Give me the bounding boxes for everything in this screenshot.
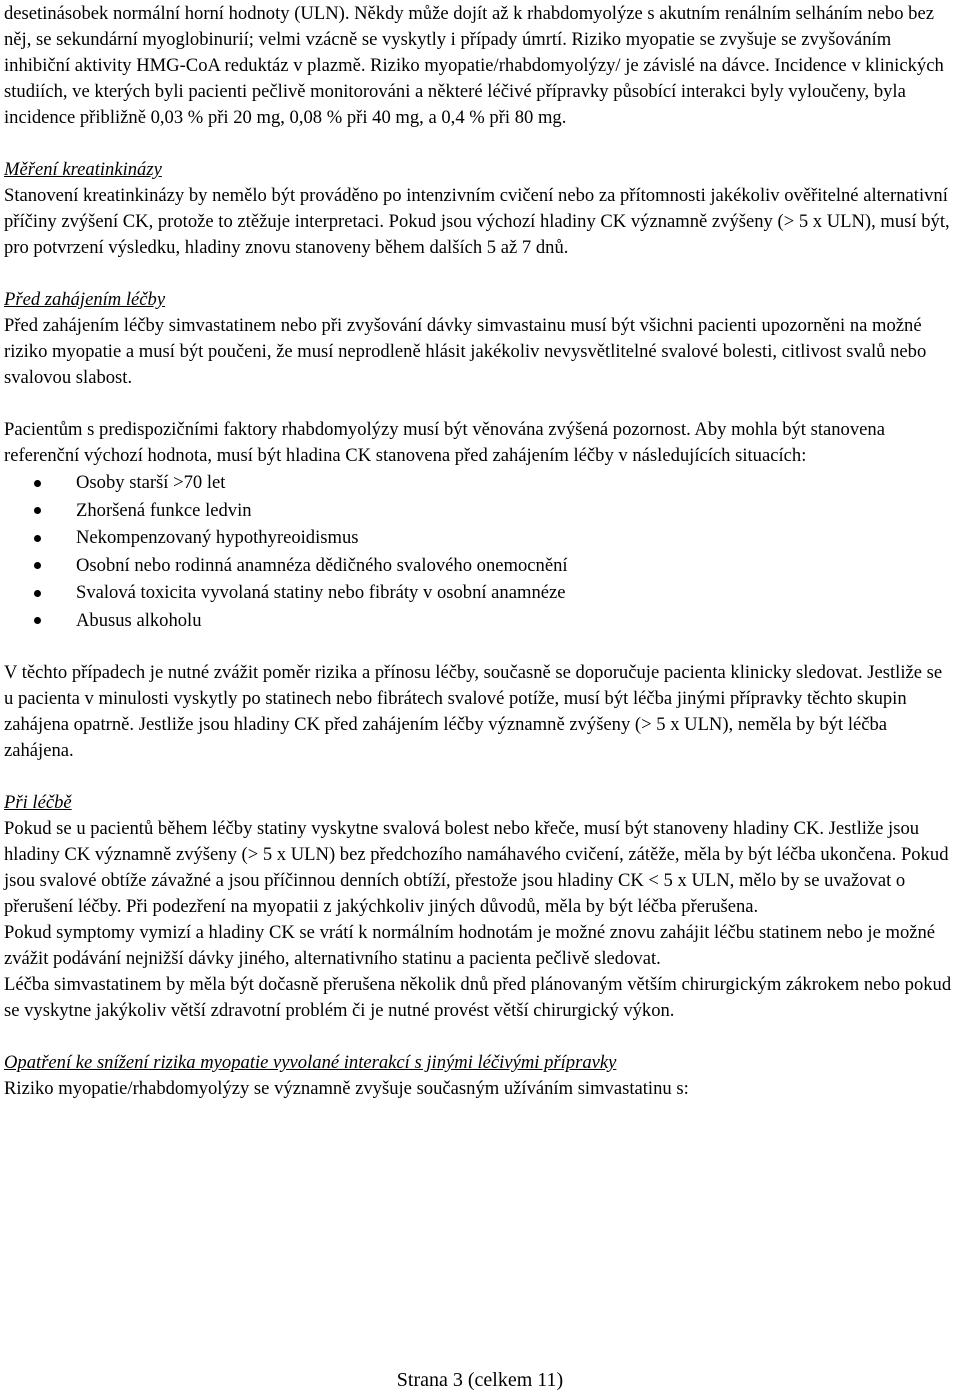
list-item	[4, 552, 956, 580]
list-item	[4, 607, 956, 635]
document-page	[4, 1, 956, 1102]
bullet-icon	[34, 617, 41, 624]
spacer	[4, 1024, 956, 1050]
bullet-icon	[34, 535, 41, 542]
spacer	[4, 764, 956, 790]
spacer	[4, 391, 956, 417]
list-item-text: Abusus alkoholu	[76, 609, 202, 631]
bullet-icon	[34, 562, 41, 569]
list-item	[4, 469, 956, 497]
during-treatment-paragraph-3: Léčba simvastatinem by měla být dočasně přerušena několik dnů před plánovaným větším chirurgickým zákrokem nebo pokud se vyskytne jakýkoliv větší zdravotní problém či je nutné provést větší chirurgický výkon.	[4, 974, 952, 1021]
creatine-kinase-paragraph: Stanovení kreatinkinázy by nemělo být prováděno po intenzivním cvičení nebo za přítomnosti jakékoliv ověřitelné alternativní příčiny zvýšení CK, protože to ztěžuje interpretaci. Pokud jsou výchozí hladiny CK významně zvýšeny (> 5 x ULN), musí být, pro potvrzení výsledku, hladiny znovu stanoveny během dalších 5 až 7 dnů.	[4, 185, 950, 258]
during-treatment-paragraph-1: Pokud se u pacientů během léčby statiny vyskytne svalová bolest nebo křeče, musí být stanoveny hladiny CK. Jestliže jsou hladiny CK významně zvýšeny (> 5 x ULN) bez předchozího namáhavého cvičení, zátěže, měla by být léčba ukončena. Pokud jsou svalové obtíže závažné a jsou příčinnou denních obtíží, přestože jsou hladiny CK < 5 x ULN, mělo by se uvažovat o přerušení léčby. Při podezření na myopatii z jakýchkoliv jiných důvodů, měla by být léčba přerušena.	[4, 818, 949, 917]
before-treatment-paragraph-2: Pacientům s predispozičními faktory rhabdomyolýzy musí být věnována zvýšená pozornost. Aby mohla být stanovena referenční výchozí hodnota, musí být hladina CK stanovena před zahájením léčby v následujících situacích:	[4, 419, 885, 466]
interaction-measures-paragraph: Riziko myopatie/rhabdomyolýzy se významně zvyšuje současným užíváním simvastatinu s:	[4, 1078, 689, 1099]
before-treatment-paragraph-1: Před zahájením léčby simvastatinem nebo při zvyšování dávky simvastainu musí být všichni pacienti upozorněni na možné riziko myopatie a musí být poučeni, že musí neprodleně hlásit jakékoliv nevysvětlitelné svalové bolesti, citlivost svalů nebo svalovou slabost.	[4, 315, 927, 388]
list-item-text: Svalová toxicita vyvolaná statiny nebo fibráty v osobní anamnéze	[76, 582, 566, 603]
section-heading-before-treatment: Před zahájením léčby	[4, 289, 166, 310]
bullet-icon	[34, 480, 41, 487]
bullet-icon	[34, 590, 41, 597]
list-item	[4, 524, 956, 552]
list-item-text: Osobní nebo rodinná anamnéza dědičného svalového onemocnění	[76, 554, 568, 576]
list-item-text: Osoby starší >70 let	[76, 472, 226, 493]
section-heading-during-treatment: Při léčbě	[4, 792, 72, 813]
during-treatment-paragraph-2: Pokud symptomy vymizí a hladiny CK se vrátí k normálním hodnotám je možné znovu zahájit léčbu statinem nebo je možné zvážit podávání nejnižší dávky jiného, alternativního statinu a pacienta pečlivě sledovat.	[4, 922, 936, 969]
spacer	[4, 634, 956, 660]
list-item-text: Nekompenzovaný hypothyreoidismus	[76, 527, 359, 548]
list-item-text: Zhoršená funkce ledvin	[76, 499, 252, 521]
bullet-icon	[34, 507, 41, 514]
spacer	[4, 131, 956, 157]
section-heading-interaction-measures: Opatření ke snížení rizika myopatie vyvolané interakcí s jinými léčivými přípravky	[4, 1052, 617, 1073]
before-treatment-paragraph-3: V těchto případech je nutné zvážit poměr rizika a přínosu léčby, současně se doporučuje pacienta klinicky sledovat. Jestliže se u pacienta v minulosti vyskytly po statinech nebo fibrátech svalové potíže, musí být léčba jinými přípravky těchto skupin zahájena opatrně. Jestliže jsou hladiny CK před zahájením léčby významně zvýšeny (> 5 x ULN), neměla by být léčba zahájena.	[4, 662, 943, 761]
page-number: Strana 3 (celkem 11)	[396, 1369, 564, 1391]
spacer	[4, 261, 956, 287]
list-item	[4, 497, 956, 525]
list-item	[4, 579, 956, 607]
risk-factor-list	[4, 469, 956, 634]
intro-paragraph: desetinásobek normální horní hodnoty (ULN). Někdy může dojít až k rhabdomyolýze s akutním renálním selháním nebo bez něj, se sekundární myoglobinurií; velmi vzácně se vyskytly i případy úmrtí. Riziko myopatie se zvyšuje se zvyšováním inhibiční aktivity HMG-CoA reduktáz v plazmě. Riziko myopatie/rhabdomyolýzy/ je závislé na dávce. Incidence v klinických studiích, ve kterých byli pacienti pečlivě monitorováni a některé léčivé přípravky působící interakci byly vyloučeny, byla incidence přibližně 0,03 % při 20 mg, 0,08 % při 40 mg, a 0,4 % při 80 mg.	[4, 3, 944, 128]
section-heading-creatine-kinase: Měření kreatinkinázy	[4, 159, 162, 180]
